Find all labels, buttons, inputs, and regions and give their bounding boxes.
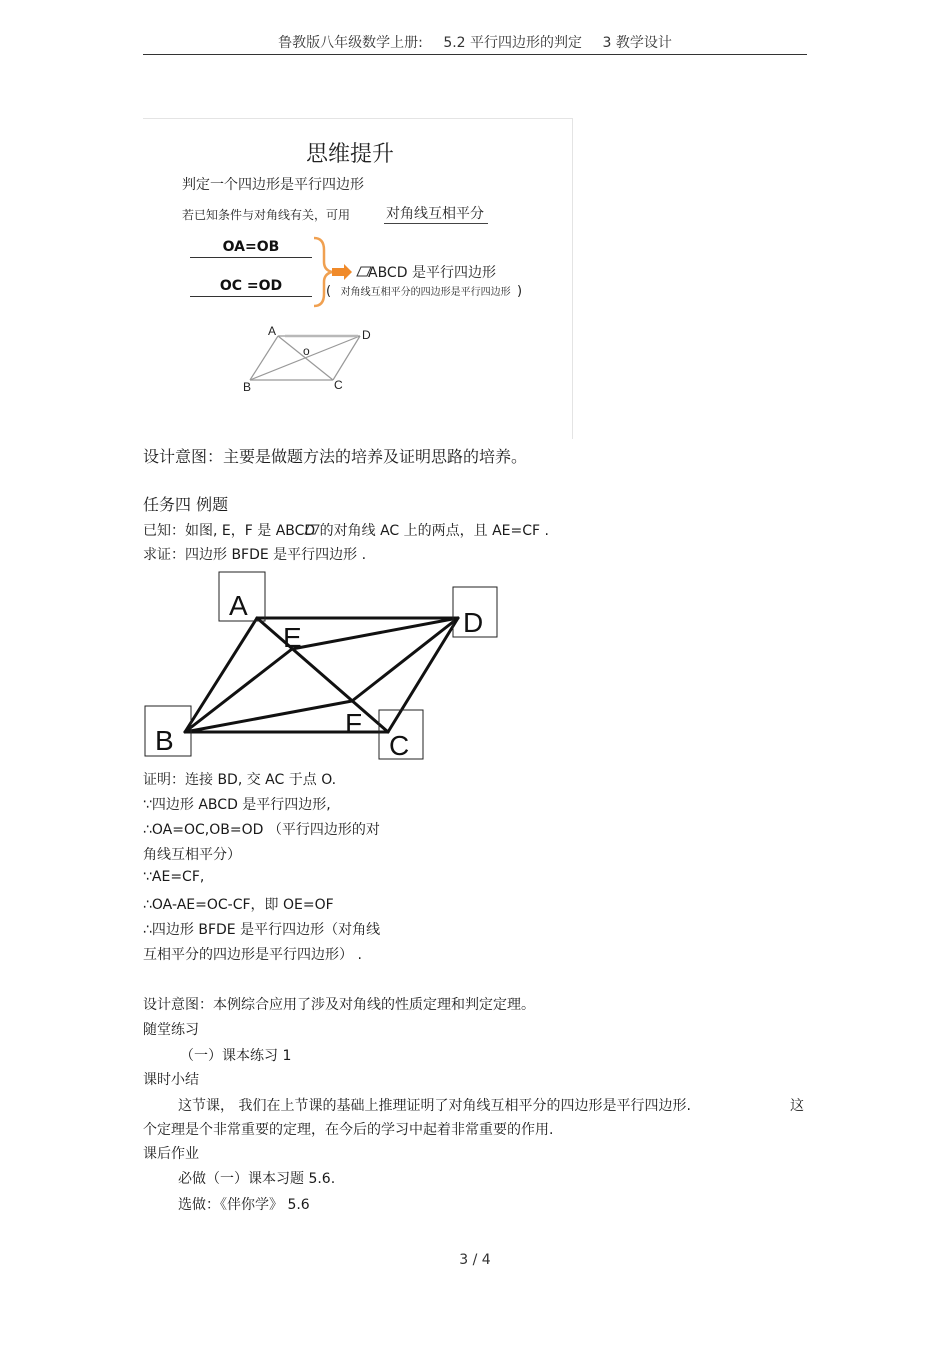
page-number: 3 / 4 [459,1252,491,1268]
summary-line2: 个定理是个非常重要的定理，在今后的学习中起着非常重要的作用. [143,1122,554,1138]
homework-required: 必做（一）课本习题 5.6. [178,1171,336,1187]
label-d: D [362,328,371,342]
task4-prove: 求证：四边形 BFDE 是平行四边形 . [143,547,367,563]
summary-heading: 课时小结 [143,1072,199,1088]
homework-heading: 课后作业 [143,1146,199,1162]
homework-optional: 选做：《伴你学》 5.6 [178,1197,310,1213]
header-lesson: 3 教学设计 [602,35,672,51]
reason-text [326,283,522,299]
label-o: o [303,344,310,358]
design-intent-2: 设计意图：本例综合应用了涉及对角线的性质定理和判定定理。 [143,997,535,1013]
edge-fd [352,618,458,701]
header-book: 鲁教版八年级数学上册: [278,35,423,51]
figure-label-d: D [463,607,484,638]
label-b: B [243,380,252,394]
proof-line: ∴四边形 BFDE 是平行四边形（对角线 [143,922,381,938]
edge-dc [333,336,360,380]
edge-bf [185,701,352,732]
diagonal-bd [250,336,360,380]
figure-label-b: B [155,725,174,756]
figure-label-a: A [229,590,248,621]
design-intent-1: 设计意图：主要是做题方法的培养及证明思路的培养。 [143,447,528,466]
reason-open-paren: ( [326,284,332,299]
practice-heading: 随堂练习 [143,1022,199,1038]
small-parallelogram-diagram [230,318,390,398]
header-section: 5.2 平行四边形的判定 [443,35,583,51]
proof-line: 证明：连接 BD, 交 AC 于点 O. [143,772,337,788]
label-c: C [334,378,343,392]
task4-heading: 任务四 例题 [143,495,229,514]
summary-line1-end: 这 [790,1098,804,1114]
figure-label-f: F [345,708,363,739]
condition-oc-od: OC =OD [190,278,312,297]
reason-body: 对角线互相平分的四边形是平行四边形 [340,287,511,298]
example-figure [140,565,510,765]
proof-line: ∵四边形 ABCD 是平行四边形, [143,797,331,813]
proof-line: 角线互相平分） [143,847,241,863]
label-a: A [268,324,277,338]
page-header [143,32,807,55]
edge-ab [250,336,278,380]
figure-label-c: C [389,730,410,761]
task4-given: 已知：如图, E，F 是 ABCD 的对角线 AC 上的两点，且 AE=CF . [143,523,549,539]
conclusion-text: ABCD 是平行四边形 [368,265,496,281]
summary-line1: 这节课， 我们在上节课的基础上推理证明了对角线互相平分的四边形是平行四边形. [178,1098,691,1114]
figure-label-e: E [283,622,302,653]
proof-line: ∴OA-AE=OC-CF，即 OE=OF [143,897,334,913]
panel-title: 思维提升 [306,142,395,167]
edge-ab [185,618,257,732]
panel-line1: 判定一个四边形是平行四边形 [182,177,364,193]
proof-line: 互相平分的四边形是平行四边形） . [143,947,362,963]
proof-line: ∵AE=CF, [143,869,205,885]
practice-item: （一）课本练习 1 [180,1048,292,1064]
reason-close-paren: ) [516,284,523,299]
panel-line2: 若已知条件与对角线有关，可用 [182,208,351,222]
arrow-icon [332,264,352,280]
panel-answer: 对角线互相平分 [384,203,488,224]
proof-line: ∴OA=OC,OB=OD （平行四边形的对 [143,822,380,838]
condition-oa-ob: OA=OB [190,239,312,258]
parallelogram-symbol-icon [300,522,320,536]
edge-ed [292,618,458,649]
edge-be [185,649,292,732]
